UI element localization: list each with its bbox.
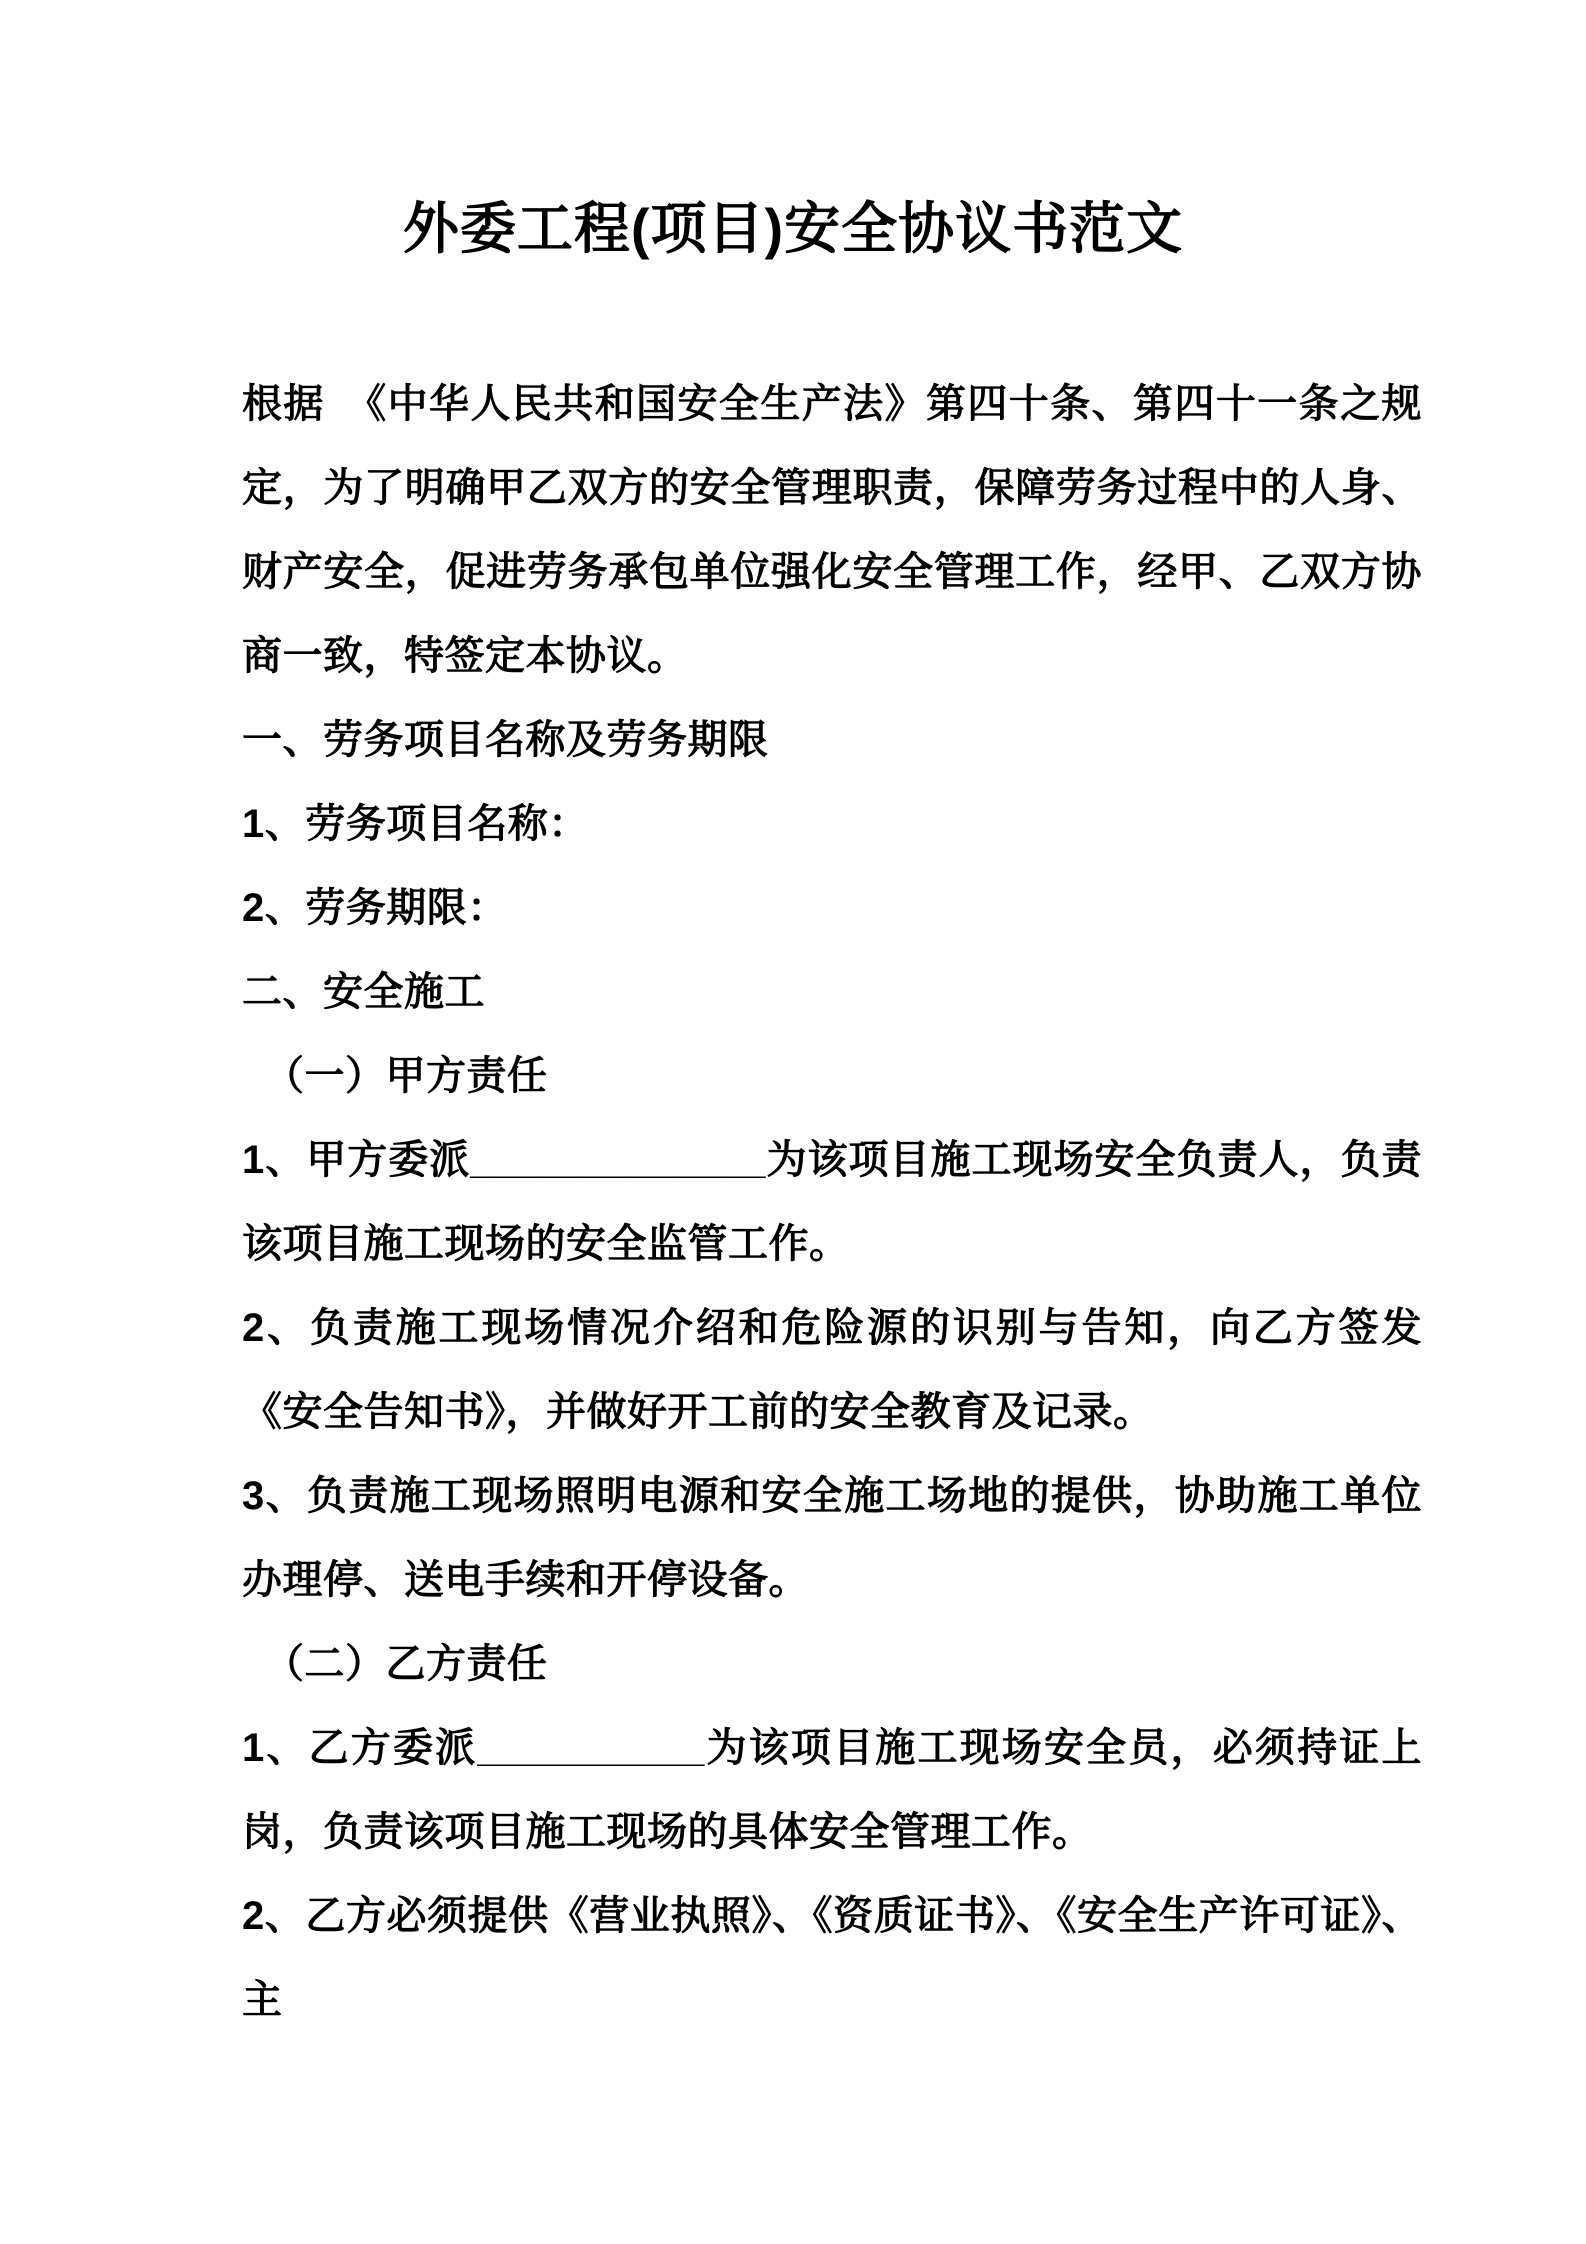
paragraph-6: （一）甲方责任: [264, 1054, 548, 1098]
paragraph-11: 1、乙方委派__________为该项目施工现场安全员，必须持证上岗，负责该项目施工现场的具体安全管理工作。: [242, 1726, 1422, 1854]
paragraph-7: 1、甲方委派_____________为该项目施工现场安全负责人，负责该项目施工现场的安全监管工作。: [242, 1138, 1422, 1266]
document-title: 外委工程(项目)安全协议书范文: [402, 197, 1184, 260]
paragraph-9: 3、负责施工现场照明电源和安全施工场地的提供，协助施工单位办理停、送电手续和开停设备。: [242, 1474, 1422, 1602]
paragraph-8: 2、负责施工现场情况介绍和危险源的识别与告知，向乙方签发《安全告知书》，并做好开工前的安全教育及记录。: [242, 1306, 1422, 1434]
paragraph-12: 2、乙方必须提供《营业执照》、《资质证书》、《安全生产许可证》、主: [242, 1894, 1422, 2022]
paragraph-2: 一、劳务项目名称及劳务期限: [242, 718, 769, 762]
paragraph-3: 1、劳务项目名称：: [242, 802, 589, 846]
paragraph-10: （二）乙方责任: [264, 1642, 548, 1686]
paragraph-5: 二、安全施工: [242, 970, 485, 1014]
paragraph-1: 根据 《中华人民共和国安全生产法》第四十条、第四十一条之规定，为了明确甲乙双方的安全管理职责，保障劳务过程中的人身、财产安全，促进劳务承包单位强化安全管理工作，经甲、乙双方协商一致，特签定本协议。: [242, 382, 1422, 678]
paragraph-4: 2、劳务期限：: [242, 886, 508, 930]
document-body: [242, 362, 1422, 2042]
